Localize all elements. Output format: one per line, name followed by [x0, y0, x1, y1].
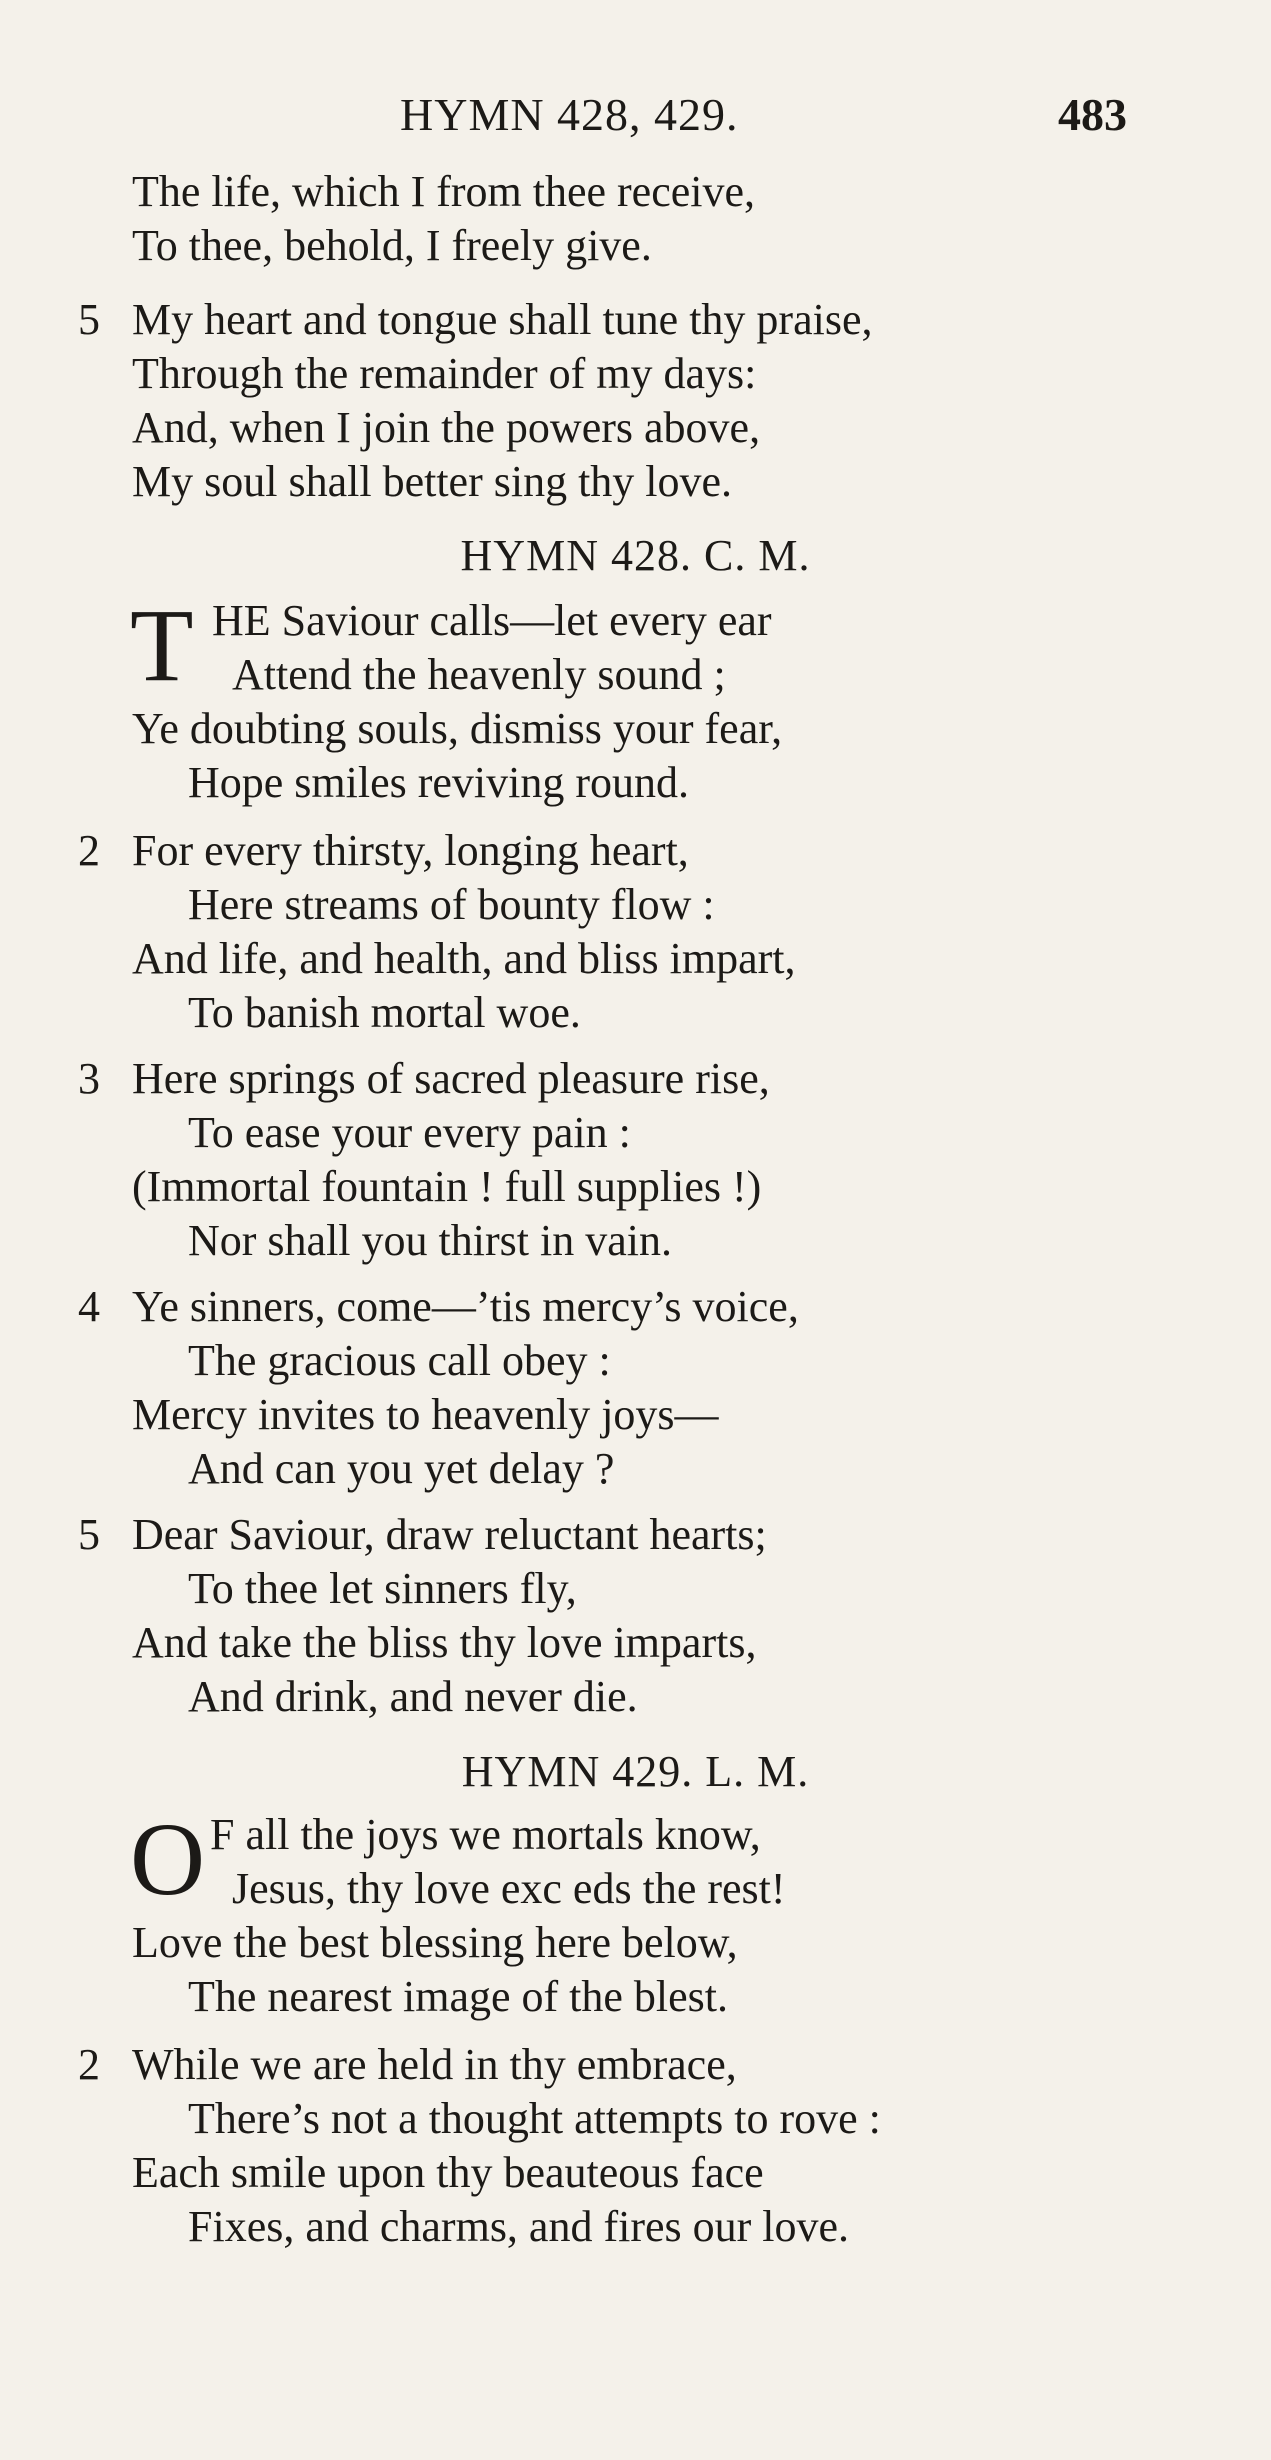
verse-line: My soul shall better sing thy love. — [132, 457, 733, 506]
verse-line: To banish mortal woe. — [188, 988, 581, 1037]
verse-number: 3 — [78, 1054, 100, 1103]
running-header — [0, 88, 1271, 148]
hymn-428-verse-1 — [0, 588, 1271, 810]
drop-cap-letter: T — [130, 588, 194, 703]
verse-line: To ease your every pain : — [188, 1108, 631, 1157]
verse-line: To thee let sinners fly, — [188, 1564, 577, 1613]
previous-hymn-continuation — [0, 165, 1271, 273]
header-title: HYMN 428, 429. — [400, 89, 739, 140]
verse-line: (Immortal fountain ! full supplies !) — [132, 1162, 762, 1211]
verse-line: Nor shall you thirst in vain. — [188, 1216, 672, 1265]
drop-cap-letter: O — [130, 1802, 206, 1917]
previous-hymn-verse-5 — [0, 293, 1271, 509]
hymn-428-verse-2 — [0, 824, 1271, 1040]
verse-line: And drink, and never die. — [188, 1672, 638, 1721]
verse-line: Hope smiles reviving round. — [188, 758, 690, 807]
verse-number: 5 — [78, 1510, 100, 1559]
hymn-428-heading: HYMN 428. C. M. — [460, 531, 811, 580]
verse-line: For every thirsty, longing heart, — [132, 826, 689, 875]
hymn-428-verse-5 — [0, 1508, 1271, 1724]
verse-line: The nearest image of the blest. — [188, 1972, 729, 2021]
verse-line: Each smile upon thy beauteous face — [132, 2148, 764, 2197]
hymn-428-verse-4 — [0, 1280, 1271, 1496]
verse-line: And can you yet delay ? — [188, 1444, 615, 1493]
verse-line: My heart and tongue shall tune thy praise, — [132, 295, 873, 344]
verse-line: Fixes, and charms, and fires our love. — [188, 2202, 850, 2251]
hymn-429-verse-1 — [0, 1802, 1271, 2024]
hymn-429-verse-2 — [0, 2038, 1271, 2254]
verse-line: The life, which I from thee receive, — [132, 167, 756, 216]
verse-line: And take the bliss thy love imparts, — [132, 1618, 757, 1667]
verse-line: Attend the heavenly sound ; — [232, 650, 726, 699]
verse-number: 2 — [78, 2040, 100, 2089]
verse-line: Through the remainder of my days: — [132, 349, 757, 398]
verse-line: Here springs of sacred pleasure rise, — [132, 1054, 770, 1103]
verse-line: While we are held in thy embrace, — [132, 2040, 737, 2089]
verse-line: And, when I join the powers above, — [132, 403, 761, 452]
verse-line: Ye sinners, come—’tis mercy’s voice, — [132, 1282, 799, 1331]
verse-line: Jesus, thy love exc eds the rest! — [232, 1864, 786, 1913]
verse-line: There’s not a thought attempts to rove : — [188, 2094, 881, 2143]
verse-line: Dear Saviour, draw reluctant hearts; — [132, 1510, 767, 1559]
verse-line: F all the joys we mortals know, — [210, 1810, 761, 1859]
verse-number: 5 — [78, 295, 100, 344]
verse-line: Love the best blessing here below, — [132, 1918, 738, 1967]
verse-line: Here streams of bounty flow : — [188, 880, 715, 929]
verse-line: HE Saviour calls—let every ear — [212, 596, 772, 645]
hymn-428-verse-3 — [0, 1052, 1271, 1268]
verse-line: Ye doubting souls, dismiss your fear, — [132, 704, 783, 753]
verse-line: The gracious call obey : — [188, 1336, 611, 1385]
hymn-429-heading: HYMN 429. L. M. — [461, 1747, 810, 1796]
verse-line: And life, and health, and bliss impart, — [132, 934, 796, 983]
page-number: 483 — [1058, 89, 1127, 140]
verse-number: 4 — [78, 1282, 100, 1331]
verse-line: Mercy invites to heavenly joys— — [132, 1390, 719, 1439]
verse-number: 2 — [78, 826, 100, 875]
verse-line: To thee, behold, I freely give. — [132, 221, 652, 270]
